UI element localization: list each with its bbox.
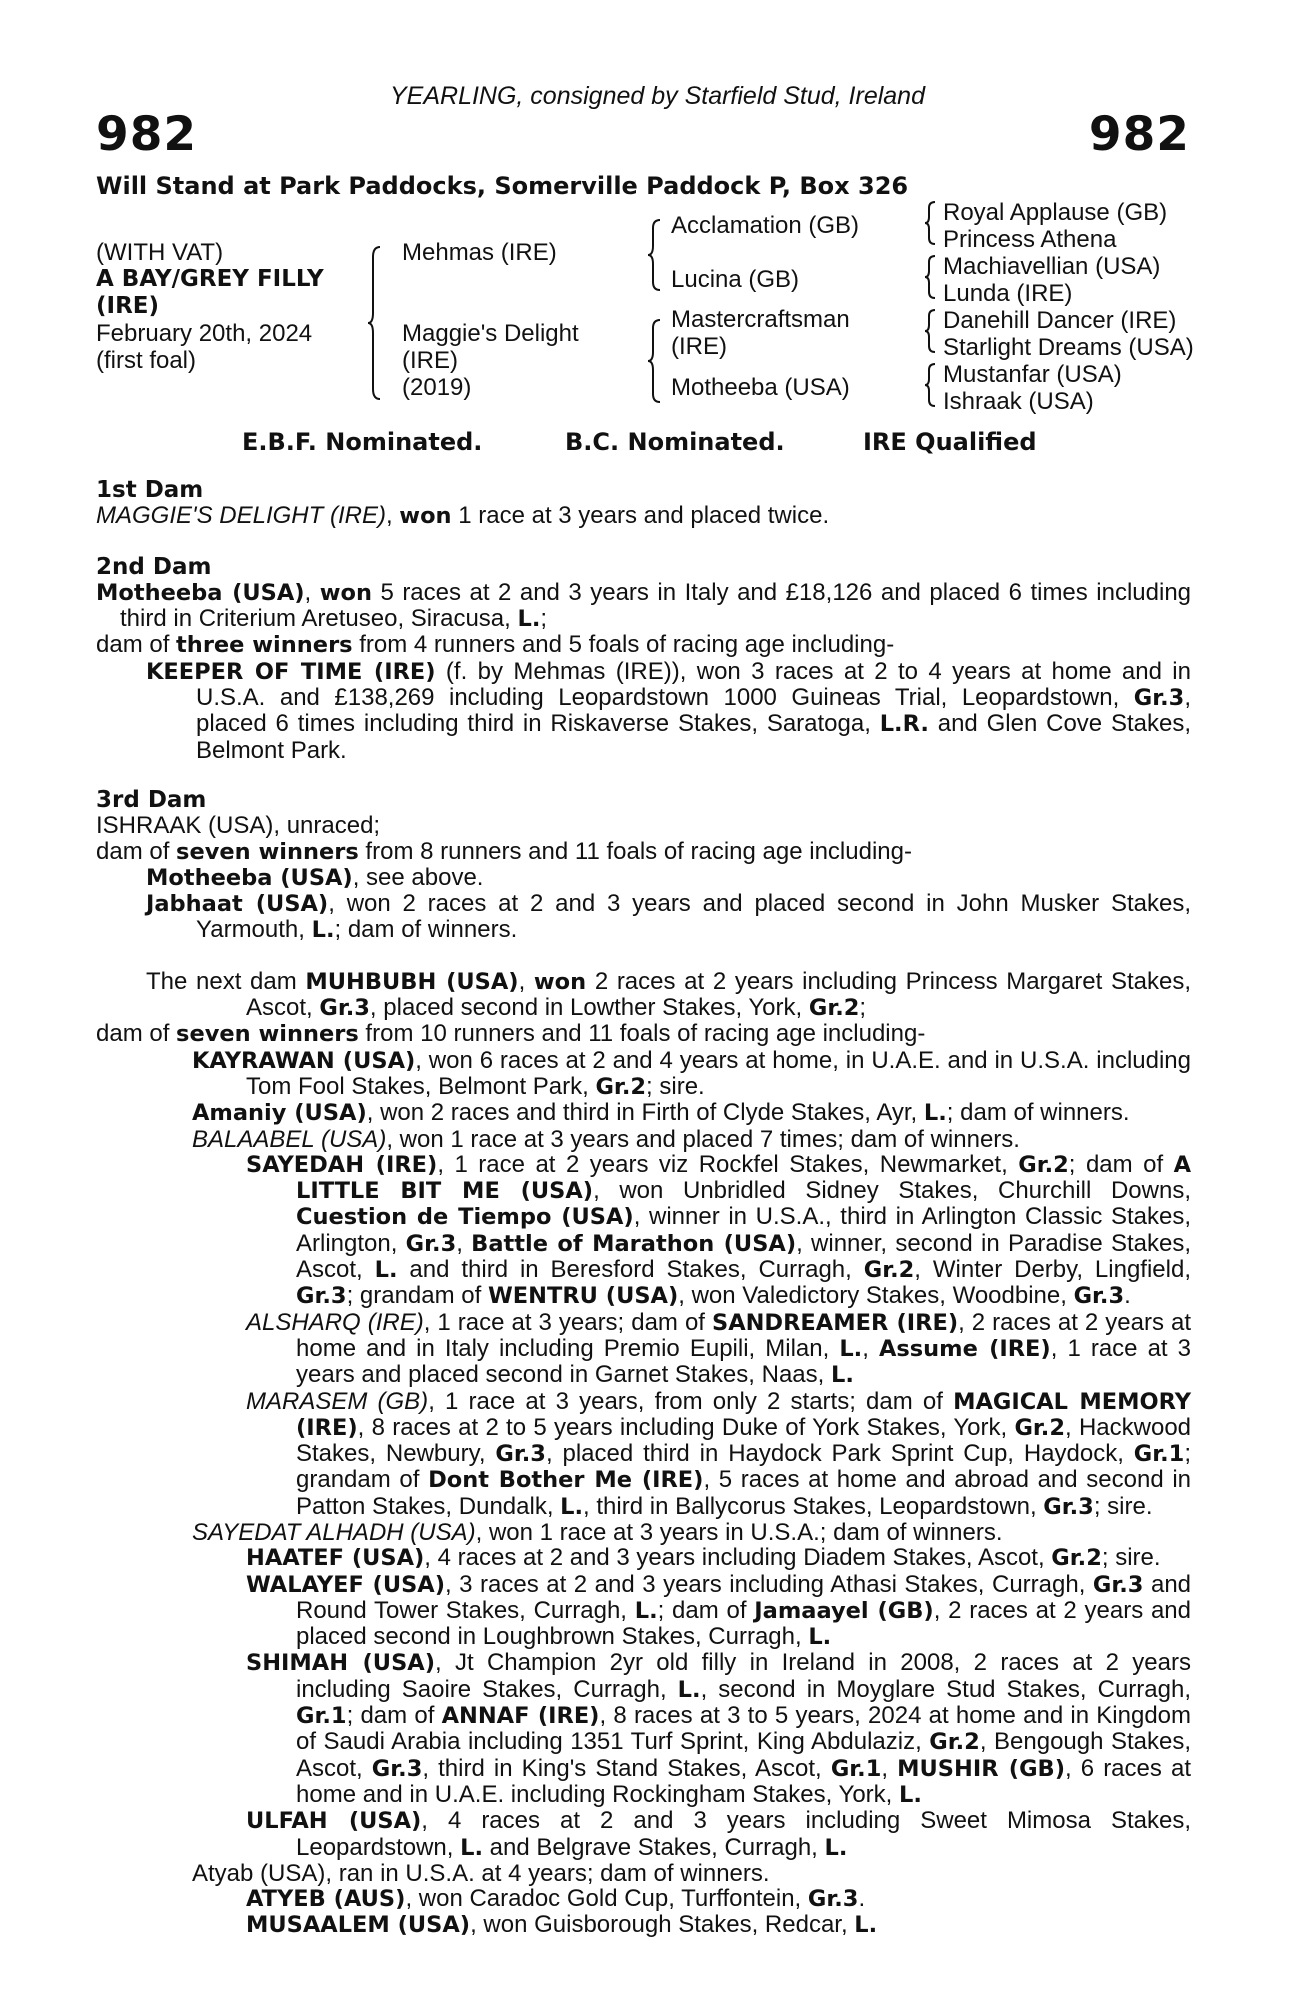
first-dam-heading: 1st Dam — [96, 477, 204, 503]
second-dam-record: Motheeba (USA), won 5 races at 2 and 3 years in Italy and £18,126 and placed 6 times including third in Criterium Aretuseo, Siracusa, L.; — [96, 578, 1192, 633]
first-dam-record: MAGGIE'S DELIGHT (IRE), won 1 race at 3 years and placed twice. — [96, 502, 830, 530]
produce-musaalem: MUSAALEM (USA), won Guisborough Stakes, Redcar, L. — [246, 1911, 878, 1939]
sire-sire: Acclamation (GB) — [671, 212, 860, 239]
sire-dam-sire: Machiavellian (USA) — [943, 253, 1161, 280]
consignment-line: YEARLING, consigned by Starfield Stud, Ireland — [389, 82, 925, 110]
pedigree-brace-2b — [646, 318, 662, 404]
third-dam-record: ISHRAAK (USA), unraced; — [96, 812, 381, 840]
second-dam-produce-summary: dam of three winners from 4 runners and 5 foals of racing age including- — [96, 631, 895, 659]
dam-sire-sire: Danehill Dancer (IRE) — [943, 307, 1177, 334]
produce-sayedah: SAYEDAH (IRE), 1 race at 2 years viz Rockfel Stakes, Newmarket, Gr.2; dam of A LITTLE BIT ME (USA), won Unbridled Sidney Stakes, Churchill Downs, Cuestion de Tiempo (USA), winner in U.S.A., third in Arlington Classic Stakes, Arlington, Gr.3, Battle of Marathon (USA), winner, second in Paradise Stakes, Ascot, L. and third in Beresford Stakes, Curragh, Gr.2, Winter Derby, Lingfield, Gr.3; grandam of WENTRU (USA), won Valedictory Stakes, Woodbine, Gr.3. — [246, 1150, 1192, 1310]
second-dam-heading: 2nd Dam — [96, 553, 212, 580]
produce-jabhaat: Jabhaat (USA), won 2 races at 2 and 3 years and placed second in John Musker Stakes, Yarmouth, L.; dam of winners. — [146, 890, 1192, 944]
foaling-date: February 20th, 2024 — [96, 320, 313, 347]
produce-walayef: WALAYEF (USA), 3 races at 2 and 3 years including Athasi Stakes, Curragh, Gr.3 and Round Tower Stakes, Curragh, L.; dam of Jamaayel (GB), 2 races at 2 years and placed second in Loughbrown Stakes, Curragh, L. — [246, 1570, 1192, 1651]
produce-kayrawan: KAYRAWAN (USA), won 6 races at 2 and 4 years at home, in U.A.E. and in U.S.A. including Tom Fool Stakes, Belmont Park, Gr.2; sire. — [192, 1046, 1191, 1100]
produce-atyeb: ATYEB (AUS), won Caradoc Gold Cup, Turffontein, Gr.3. — [246, 1885, 866, 1913]
pedigree-brace-2a — [646, 218, 662, 292]
third-dam-produce-summary: dam of seven winners from 8 runners and 11 foals of racing age including- — [96, 837, 912, 865]
dam-name-line1: Maggie's Delight — [402, 320, 579, 347]
horse-name-line1: A BAY/GREY FILLY — [96, 266, 324, 292]
dam-dam-dam: Ishraak (USA) — [943, 388, 1094, 415]
dam-name-line2: (IRE) — [402, 347, 458, 374]
produce-haatef: HAATEF (USA), 4 races at 2 and 3 years including Diadem Stakes, Ascot, Gr.2; sire. — [246, 1544, 1161, 1572]
pedigree-brace-3c — [923, 308, 937, 354]
produce-keeper-of-time: KEEPER OF TIME (IRE) (f. by Mehmas (IRE)), won 3 races at 2 to 4 years at home and in U.S.A. and £138,269 including Leopardstown 1000 Guineas Trial, Leopardstown, Gr.3, placed 6 times including third in Riskaverse Stakes, Saratoga, L.R. and Glen Cove Stakes, Belmont Park. — [146, 657, 1191, 764]
dam-dam: Motheeba (USA) — [671, 374, 850, 401]
ire-qualified: IRE Qualified — [863, 428, 1037, 456]
first-foal-note: (first foal) — [96, 347, 197, 374]
dam-sire-line2: (IRE) — [671, 333, 727, 360]
lot-number-left: 982 — [96, 107, 198, 162]
sire-sire-dam: Princess Athena — [943, 226, 1117, 253]
ebf-nomination: E.B.F. Nominated. — [242, 428, 483, 456]
dam-foaling-year: (2019) — [402, 374, 472, 401]
dam-sire-dam: Starlight Dreams (USA) — [943, 334, 1194, 361]
sire-dam: Lucina (GB) — [671, 266, 800, 293]
third-dam-heading: 3rd Dam — [96, 786, 207, 813]
pedigree-brace-3a — [923, 200, 937, 246]
dam-name: MAGGIE'S DELIGHT (IRE) — [96, 502, 386, 530]
sire-sire-sire: Royal Applause (GB) — [943, 199, 1168, 226]
produce-marasem: MARASEM (GB), 1 race at 3 years, from only 2 starts; dam of MAGICAL MEMORY (IRE), 8 races at 2 to 5 years including Duke of York Stakes, York, Gr.2, Hackwood Stakes, Newbury, Gr.3, placed third in Haydock Park Sprint Cup, Haydock, Gr.1; grandam of Dont Bother Me (IRE), 5 races at home and abroad and second in Patton Stakes, Dundalk, L., third in Ballycorus Stakes, Leopardstown, Gr.3; sire. — [246, 1387, 1192, 1520]
produce-sayedat-alhadh: SAYEDAT ALHADH (USA), won 1 race at 3 years in U.S.A.; dam of winners. — [192, 1518, 1003, 1546]
stand-location: Will Stand at Park Paddocks, Somerville Paddock P, Box 326 — [96, 172, 909, 200]
produce-amaniy: Amaniy (USA), won 2 races and third in Firth of Clyde Stakes, Ayr, L.; dam of winners. — [192, 1099, 1130, 1127]
next-dam-record: The next dam MUHBUBH (USA), won 2 races at 2 years including Princess Margaret Stakes, Ascot, Gr.3, placed second in Lowther Stakes, York, Gr.2; — [146, 967, 1191, 1022]
pedigree-brace-3b — [923, 254, 937, 300]
produce-ulfah: ULFAH (USA), 4 races at 2 and 3 years including Sweet Mimosa Stakes, Leopardstown, L. and Belgrave Stakes, Curragh, L. — [246, 1807, 1191, 1861]
pedigree-brace-3d — [923, 362, 937, 408]
produce-balaabel: BALAABEL (USA), won 1 race at 3 years and placed 7 times; dam of winners. — [192, 1125, 1020, 1153]
dam-details — [96, 478, 1191, 1939]
produce-shimah: SHIMAH (USA), Jt Champion 2yr old filly in Ireland in 2008, 2 races at 2 years including Saoire Stakes, Curragh, L., second in Moyglare Stud Stakes, Curragh, Gr.1; dam of ANNAF (IRE), 8 races at 3 to 5 years, 2024 at home and in Kingdom of Saudi Arabia including 1351 Turf Sprint, King Abdulaziz, Gr.2, Bengough Stakes, Ascot, Gr.3, third in King's Stand Stakes, Ascot, Gr.1, MUSHIR (GB), 6 races at home and in U.A.E. including Rockingham Stakes, York, L. — [246, 1649, 1192, 1808]
vat-note: (WITH VAT) — [96, 239, 224, 266]
next-dam-produce-summary: dam of seven winners from 10 runners and 11 foals of racing age including- — [96, 1020, 926, 1048]
pedigree-brace-1 — [366, 245, 382, 401]
produce-atyab: Atyab (USA), ran in U.S.A. at 4 years; dam of winners. — [192, 1859, 770, 1887]
horse-name-line2: (IRE) — [96, 293, 160, 319]
dam-sire-line1: Mastercraftsman — [671, 306, 850, 333]
lot-number-right: 982 — [1088, 107, 1190, 162]
produce-motheeba: Motheeba (USA), see above. — [146, 863, 484, 891]
sire-dam-dam: Lunda (IRE) — [943, 280, 1073, 307]
produce-alsharq: ALSHARQ (IRE), 1 race at 3 years; dam of SANDREAMER (IRE), 2 races at 2 years at home and in Italy including Premio Eupili, Milan, L., Assume (IRE), 1 race at 3 years and placed second in Garnet Stakes, Naas, L. — [246, 1308, 1191, 1389]
bc-nomination: B.C. Nominated. — [565, 428, 785, 456]
sire-name: Mehmas (IRE) — [402, 239, 557, 266]
dam-dam-sire: Mustanfar (USA) — [943, 361, 1122, 388]
